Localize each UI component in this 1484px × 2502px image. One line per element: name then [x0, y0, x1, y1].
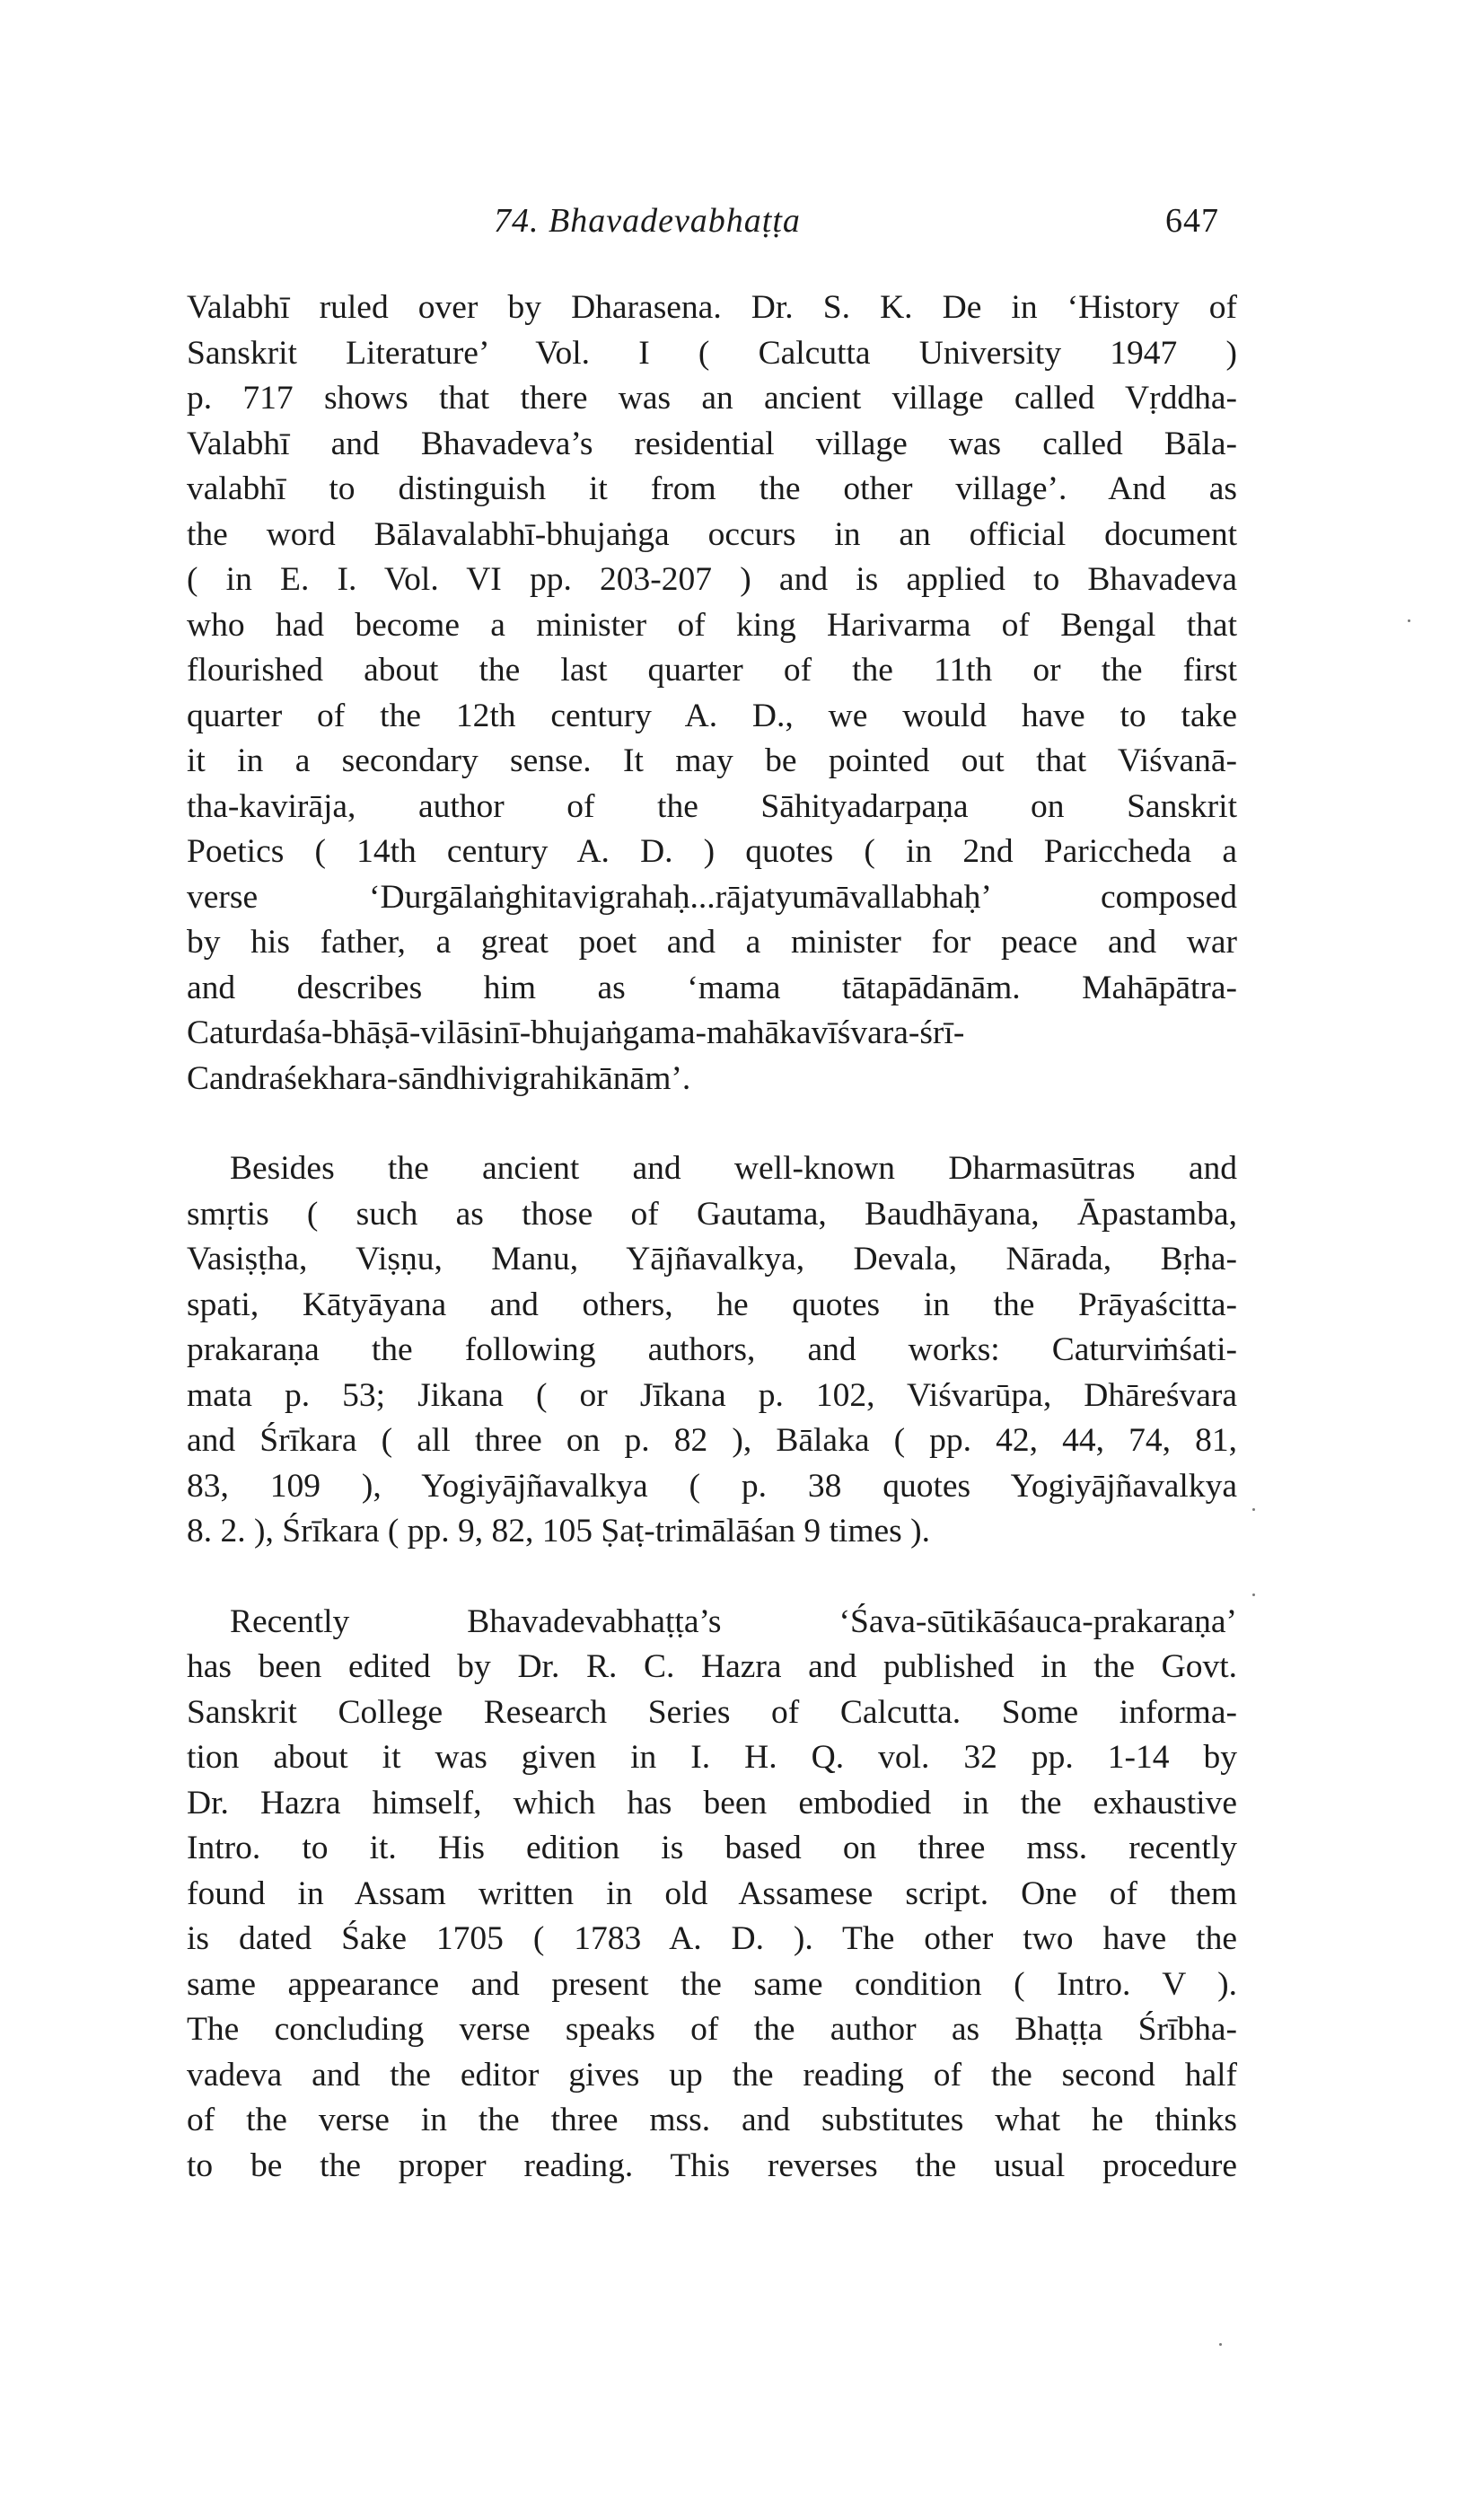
text-line: Poetics ( 14th century A. D. ) quotes ( in 2nd Pariccheda a	[187, 833, 1237, 870]
text-line: Recently Bhavadevabhaṭṭa’s ‘Śava-sūtikāśauca-prakaraṇa’	[230, 1602, 1237, 1640]
scan-speck	[1408, 619, 1410, 622]
text-line: The concluding verse speaks of the author as Bhaṭṭa Śrībha-	[187, 2011, 1237, 2048]
text-line: 83, 109 ), Yogiyājñavalkya ( p. 38 quotes Yogiyājñavalkya	[187, 1467, 1237, 1505]
text-line: tha-kavirāja, author of the Sāhityadarpaṇa on Sanskrit	[187, 787, 1237, 825]
paragraph-gap	[187, 1555, 1237, 1600]
text-line: Intro. to it. His edition is based on three mss. recently	[187, 1830, 1237, 1866]
text-line: Candraśekhara-sāndhivigrahikānām’.	[187, 1059, 691, 1097]
text-line: verse ‘Durgālaṅghitavigrahaḥ...rājatyumāvallabhaḥ’ composed	[187, 878, 1237, 916]
scan-speck	[1252, 1593, 1255, 1596]
text-line: prakaraṇa the following authors, and works: Caturviṁśati-	[187, 1331, 1237, 1368]
text-line: Caturdaśa-bhāṣā-vilāsinī-bhujaṅgama-mahākavīśvara-śrī-	[187, 1014, 965, 1051]
text-line: and Śrīkara ( all three on p. 82 ), Bālaka ( pp. 42, 44, 74, 81,	[187, 1422, 1237, 1459]
text-line: Dr. Hazra himself, which has been embodied in the exhaustive	[187, 1784, 1237, 1822]
text-line: tion about it was given in I. H. Q. vol. 32 pp. 1-14 by	[187, 1739, 1237, 1776]
text-line: ( in E. I. Vol. VI pp. 203-207 ) and is applied to Bhavadeva	[187, 561, 1237, 598]
text-line: of the verse in the three mss. and substitutes what he thinks	[187, 2102, 1237, 2138]
page-number: 647	[1165, 202, 1219, 240]
text-line: who had become a minister of king Harivarma of Bengal that	[187, 606, 1237, 644]
text-line: mata p. 53; Jikana ( or Jīkana p. 102, Viśvarūpa, Dhāreśvara	[187, 1376, 1237, 1414]
text-line: 8. 2. ), Śrīkara ( pp. 9, 82, 105 Ṣaṭ-trimālāśan 9 times ).	[187, 1513, 930, 1549]
text-line: Besides the ancient and well-known Dharmasūtras and	[230, 1150, 1237, 1187]
text-line: p. 717 shows that there was an ancient village called Vṛddha-	[187, 380, 1237, 417]
text-line: by his father, a great poet and a minister for peace and war	[187, 924, 1237, 961]
text-line: quarter of the 12th century A. D., we would have to take	[187, 697, 1237, 734]
text-line: vadeva and the editor gives up the reading of the second half	[187, 2056, 1237, 2094]
text-line: valabhī to distinguish it from the other village’. And as	[187, 470, 1237, 507]
text-line: spati, Kātyāyana and others, he quotes in the Prāyaścitta-	[187, 1286, 1237, 1323]
text-line: Sanskrit Literature’ Vol. I ( Calcutta University 1947 )	[187, 334, 1237, 372]
scan-speck	[1252, 1508, 1255, 1511]
text-line: smṛtis ( such as those of Gautama, Baudhāyana, Āpastamba,	[187, 1195, 1237, 1233]
text-line: Valabhī and Bhavadeva’s residential village was called Bāla-	[187, 425, 1237, 462]
paragraph-3	[187, 1600, 1237, 2190]
text-line: is dated Śake 1705 ( 1783 A. D. ). The other two have the	[187, 1920, 1237, 1957]
text-line: Valabhī ruled over by Dharasena. Dr. S. K. De in ‘History of	[187, 289, 1237, 326]
paragraph-1	[187, 285, 1237, 1102]
paragraph-2	[187, 1146, 1237, 1555]
running-head	[0, 201, 1484, 246]
text-line: it in a secondary sense. It may be pointed out that Viśvanā-	[187, 742, 1237, 779]
paragraph-gap	[187, 1102, 1237, 1146]
text-line: and describes him as ‘mama tātapādānām. Mahāpātra-	[187, 969, 1237, 1006]
text-line: found in Assam written in old Assamese script. One of them	[187, 1874, 1237, 1912]
text-line: same appearance and present the same condition ( Intro. V ).	[187, 1965, 1237, 2003]
body-text	[187, 285, 1237, 2189]
scan-speck	[1219, 2343, 1222, 2346]
text-line: Vasiṣṭha, Viṣṇu, Manu, Yājñavalkya, Devala, Nārada, Bṛha-	[187, 1241, 1237, 1277]
running-title: 74. Bhavadevabhaṭṭa	[494, 202, 801, 240]
text-line: flourished about the last quarter of the 11th or the first	[187, 652, 1237, 689]
text-line: the word Bālavalabhī-bhujaṅga occurs in an official document	[187, 515, 1237, 553]
text-line: has been edited by Dr. R. C. Hazra and published in the Govt.	[187, 1648, 1237, 1685]
text-line: Sanskrit College Research Series of Calcutta. Some informa-	[187, 1693, 1237, 1731]
text-line: to be the proper reading. This reverses the usual procedure	[187, 2146, 1237, 2184]
